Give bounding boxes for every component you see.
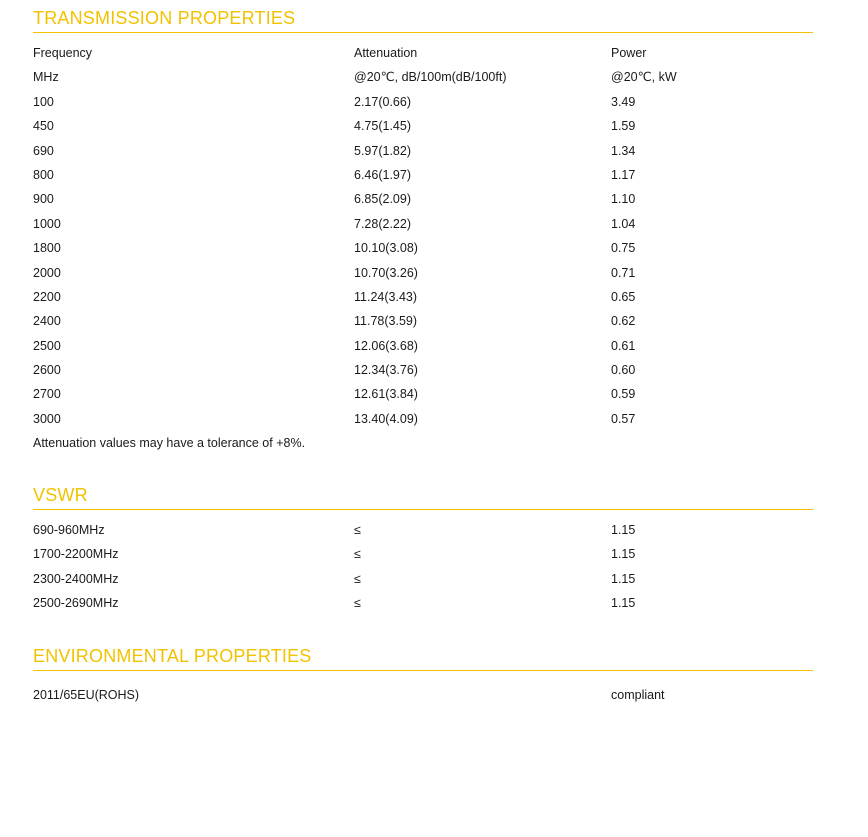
vswr-table bbox=[33, 522, 813, 620]
cell-attenuation: 2.17(0.66) bbox=[354, 94, 411, 109]
table-row bbox=[33, 595, 813, 619]
table-row bbox=[33, 313, 813, 337]
environmental-title: ENVIRONMENTAL PROPERTIES bbox=[33, 646, 813, 671]
table-row bbox=[33, 571, 813, 595]
cell-attenuation: 4.75(1.45) bbox=[354, 119, 411, 134]
table-row bbox=[33, 386, 813, 410]
cell-attenuation: 7.28(2.22) bbox=[354, 216, 411, 231]
cell-band: 2500-2690MHz bbox=[33, 596, 119, 611]
transmission-section bbox=[33, 8, 813, 451]
table-row bbox=[33, 362, 813, 386]
cell-attenuation: 11.78(3.59) bbox=[354, 314, 418, 329]
unit-power: @20℃, kW bbox=[611, 70, 677, 85]
cell-frequency: 2600 bbox=[33, 363, 61, 378]
table-row bbox=[33, 240, 813, 264]
cell-power: 1.59 bbox=[611, 119, 636, 134]
table-row bbox=[33, 522, 813, 546]
cell-frequency: 800 bbox=[33, 167, 54, 182]
header-frequency: Frequency bbox=[33, 46, 93, 60]
vswr-title: VSWR bbox=[33, 485, 813, 510]
unit-frequency: MHz bbox=[33, 70, 59, 85]
cell-frequency: 450 bbox=[33, 119, 54, 134]
cell-band: 1700-2200MHz bbox=[33, 547, 119, 562]
cell-operator: ≤ bbox=[354, 571, 361, 586]
cell-frequency: 2400 bbox=[33, 314, 61, 329]
cell-frequency: 3000 bbox=[33, 411, 61, 426]
table-row bbox=[33, 216, 813, 240]
environmental-table bbox=[33, 687, 813, 711]
cell-attenuation: 6.85(2.09) bbox=[354, 192, 411, 207]
table-row bbox=[33, 143, 813, 167]
cell-power: 1.34 bbox=[611, 143, 636, 158]
cell-power: 0.61 bbox=[611, 338, 636, 353]
cell-power: 0.75 bbox=[611, 241, 636, 256]
table-row bbox=[33, 265, 813, 289]
environmental-section bbox=[33, 646, 813, 711]
cell-frequency: 2500 bbox=[33, 338, 61, 353]
table-units-row bbox=[33, 69, 813, 93]
table-row bbox=[33, 411, 813, 435]
cell-standard: 2011/65EU(ROHS) bbox=[33, 688, 140, 702]
cell-vswr-value: 1.15 bbox=[611, 523, 636, 537]
cell-attenuation: 12.61(3.84) bbox=[354, 387, 418, 402]
cell-frequency: 2200 bbox=[33, 289, 61, 304]
cell-attenuation: 6.46(1.97) bbox=[354, 167, 411, 182]
cell-power: 0.60 bbox=[611, 363, 636, 378]
cell-operator: ≤ bbox=[354, 547, 361, 562]
cell-frequency: 900 bbox=[33, 192, 54, 207]
cell-band: 2300-2400MHz bbox=[33, 571, 119, 586]
cell-attenuation: 12.34(3.76) bbox=[354, 363, 418, 378]
cell-power: 0.65 bbox=[611, 289, 636, 304]
cell-operator: ≤ bbox=[354, 523, 361, 537]
transmission-table bbox=[33, 45, 813, 451]
table-row bbox=[33, 289, 813, 313]
cell-power: 1.04 bbox=[611, 216, 636, 231]
cell-vswr-value: 1.15 bbox=[611, 547, 636, 562]
transmission-title: TRANSMISSION PROPERTIES bbox=[33, 8, 813, 33]
cell-frequency: 100 bbox=[33, 94, 54, 109]
cell-attenuation: 10.10(3.08) bbox=[354, 241, 418, 256]
cell-power: 0.57 bbox=[611, 411, 636, 426]
cell-frequency: 1800 bbox=[33, 241, 61, 256]
cell-power: 1.17 bbox=[611, 167, 636, 182]
table-row bbox=[33, 118, 813, 142]
cell-band: 690-960MHz bbox=[33, 523, 105, 537]
table-header-row bbox=[33, 45, 813, 69]
header-power: Power bbox=[611, 46, 647, 60]
tolerance-note: Attenuation values may have a tolerance of +8%. bbox=[33, 436, 306, 451]
cell-frequency: 690 bbox=[33, 143, 54, 158]
cell-vswr-value: 1.15 bbox=[611, 596, 636, 611]
table-row bbox=[33, 546, 813, 570]
table-row bbox=[33, 167, 813, 191]
unit-attenuation: @20℃, dB/100m(dB/100ft) bbox=[354, 70, 507, 85]
table-row bbox=[33, 687, 813, 711]
header-attenuation: Attenuation bbox=[354, 46, 418, 60]
table-row bbox=[33, 191, 813, 215]
cell-power: 0.59 bbox=[611, 387, 636, 402]
cell-attenuation: 10.70(3.26) bbox=[354, 265, 418, 280]
cell-attenuation: 5.97(1.82) bbox=[354, 143, 411, 158]
cell-operator: ≤ bbox=[354, 596, 361, 611]
vswr-section bbox=[33, 485, 813, 620]
cell-power: 3.49 bbox=[611, 94, 636, 109]
cell-power: 1.10 bbox=[611, 192, 636, 207]
cell-power: 0.62 bbox=[611, 314, 636, 329]
cell-vswr-value: 1.15 bbox=[611, 571, 636, 586]
cell-frequency: 2700 bbox=[33, 387, 61, 402]
cell-compliance: compliant bbox=[611, 688, 665, 702]
table-row bbox=[33, 338, 813, 362]
cell-frequency: 1000 bbox=[33, 216, 61, 231]
table-row bbox=[33, 94, 813, 118]
cell-attenuation: 11.24(3.43) bbox=[354, 289, 418, 304]
cell-power: 0.71 bbox=[611, 265, 636, 280]
cell-attenuation: 13.40(4.09) bbox=[354, 411, 418, 426]
cell-frequency: 2000 bbox=[33, 265, 61, 280]
cell-attenuation: 12.06(3.68) bbox=[354, 338, 418, 353]
